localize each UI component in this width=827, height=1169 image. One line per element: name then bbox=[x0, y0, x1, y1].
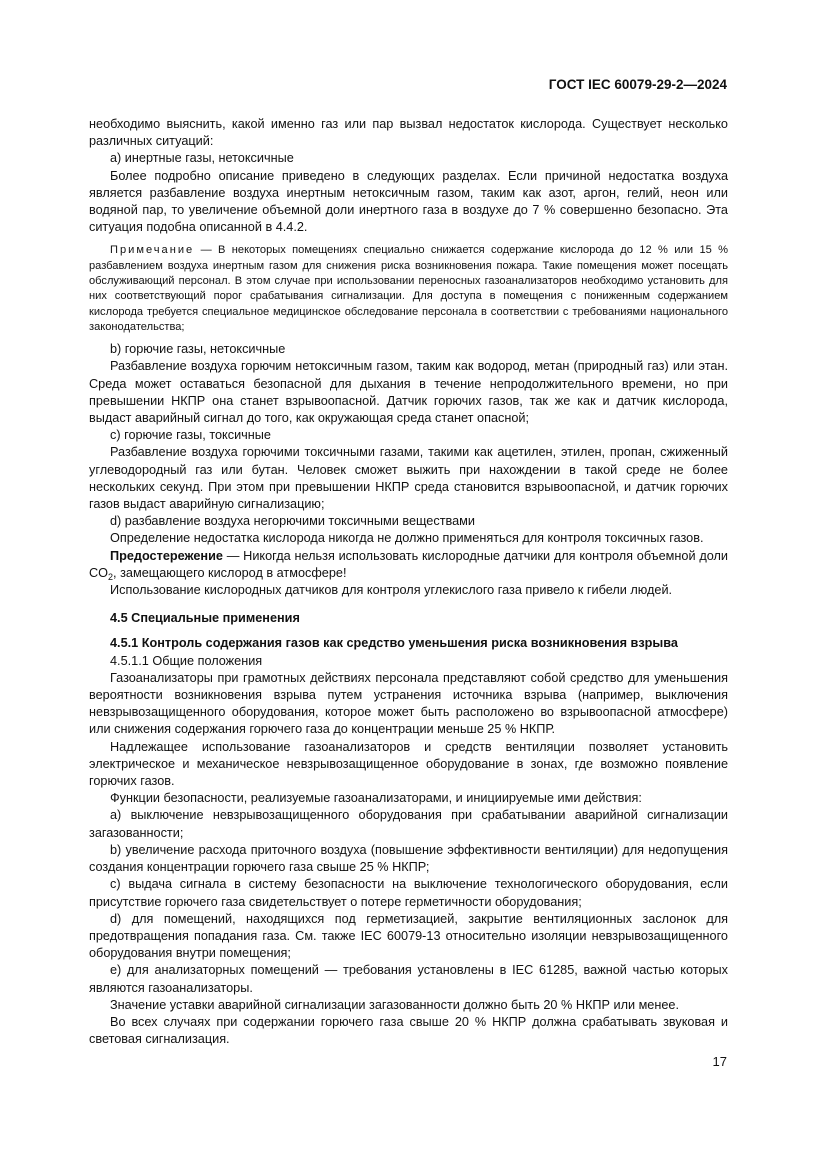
section-heading: 4.5 Специальные применения bbox=[110, 611, 300, 626]
document-body bbox=[89, 116, 728, 1048]
paragraph: Разбавление воздуха горючим нетоксичным газом, таким как водород, метан (природный газ) или этан. Среда может оставаться безопасной для дыхания в течение непродолжительного времени, но при превышении НКПР она станет взрывоопасной. Датчик горючих газов, так же как и датчик кислорода, выдаст аварийный сигнал до того, как окружающая среда станет опасной; bbox=[89, 359, 728, 426]
list-item: e) для анализаторных помещений — требования установлены в IEC 61285, важной частью которых являются газоанализаторы. bbox=[89, 963, 728, 995]
paragraph: Функции безопасности, реализуемые газоанализаторами, и инициируемые ими действия: bbox=[110, 791, 642, 806]
paragraph: необходимо выяснить, какой именно газ или пар вызвал недостаток кислорода. Существует несколько различных ситуаций: bbox=[89, 117, 728, 149]
subsubsection-heading: 4.5.1.1 Общие положения bbox=[110, 653, 263, 668]
subsection-heading: 4.5.1 Контроль содержания газов как средство уменьшения риска возникновения взрыва bbox=[110, 636, 678, 651]
paragraph: Надлежащее использование газоанализаторов и средств вентиляции позволяет установить электрическое и механическое невзрывозащищенное оборудование в зонах, где возможно появление горючих газов. bbox=[89, 739, 728, 789]
list-item: d) разбавление воздуха негорючими токсичными веществами bbox=[110, 514, 475, 529]
paragraph: Использование кислородных датчиков для контроля углекислого газа привело к гибели людей. bbox=[110, 583, 673, 598]
note-label: Примечание bbox=[110, 244, 195, 257]
warning-subscript: 2 bbox=[108, 571, 114, 582]
paragraph: Газоанализаторы при грамотных действиях персонала представляют собой средство для уменьшения вероятности возникновения взрыва путем устранения источника взрыва (например, выключения невзрывозащищенного оборудования, которое может быть расположено во взрывоопасной атмосфере) или снижения содержания горючего газа до концентрации меньше 25 % НКПР. bbox=[89, 670, 728, 737]
paragraph: Разбавление воздуха горючими токсичными газами, такими как ацетилен, этилен, пропан, сжиженный углеводородный газ или бутан. Человек сможет выжить при нахождении в такой среде не более нескольких секунд. При этом при превышении НКПР среда становится взрывоопасной, и датчик горючих газов выдаст аварийную сигнализацию; bbox=[89, 445, 728, 512]
warning bbox=[89, 548, 728, 582]
paragraph: Более подробно описание приведено в следующих разделах. Если причиной недостатка воздуха является разбавление воздуха инертным нетоксичным газом, таким как азот, аргон, гелий, неон или водяной пар, то увеличение объемной доли инертного газа в воздухе до 7 % совершенно безопасно. Эта ситуация подобна описанной в 4.4.2. bbox=[89, 168, 728, 235]
paragraph: Значение уставки аварийной сигнализации загазованности должно быть 20 % НКПР или менее. bbox=[110, 997, 680, 1012]
list-item: d) для помещений, находящихся под герметизацией, закрытие вентиляционных заслонок для предотвращения попадания газа. См. также IEC 60079-13 относительно изоляции невзрывозащищенного оборудования внутри помещения; bbox=[89, 911, 728, 961]
list-item: c) выдача сигнала в систему безопасности на выключение технологического оборудования, если присутствие горючего газа свидетельствует о потере герметичности оборудования; bbox=[89, 877, 728, 909]
warning-text-end: , замещающего кислород в атмосфере! bbox=[113, 565, 347, 580]
list-item: a) инертные газы, нетоксичные bbox=[110, 151, 294, 166]
list-item: c) горючие газы, токсичные bbox=[110, 428, 271, 443]
list-item: b) горючие газы, нетоксичные bbox=[110, 342, 286, 357]
document-header: ГОСТ IEC 60079-29-2—2024 bbox=[548, 77, 727, 92]
note bbox=[89, 243, 728, 335]
page-number: 17 bbox=[712, 1054, 727, 1069]
paragraph: Определение недостатка кислорода никогда не должно применяться для контроля токсичных газов. bbox=[110, 531, 704, 546]
note-text: — В некоторых помещениях специально снижается содержание кислорода до 12 % или 15 % разбавлением воздуха инертным газом для снижения риска возникновения пожара. Такие помещения может посещать обслуживающий персонал. В этом случае при использовании переносных газоанализаторов необходимо установить для них соответствующий порог срабатывания сигнализации. Для доступа в помещения с пониженным содержанием кислорода требуется специальное медицинское обследование персонала в соответствии с требованиями национального законодательства; bbox=[89, 244, 728, 333]
list-item: a) выключение невзрывозащищенного оборудования при срабатывании аварийной сигнализации загазованности; bbox=[89, 808, 728, 840]
warning-text: — Никогда нельзя использовать кислородные датчики для контроля объемной доли CO bbox=[89, 548, 728, 580]
paragraph: Во всех случаях при содержании горючего газа свыше 20 % НКПР должна срабатывать звуковая и световая сигнализация. bbox=[89, 1014, 728, 1047]
list-item: b) увеличение расхода приточного воздуха (повышение эффективности вентиляции) для недопущения создания концентрации горючего газа свыше 25 % НКПР; bbox=[89, 842, 728, 875]
warning-label: Предостережение bbox=[110, 548, 223, 563]
